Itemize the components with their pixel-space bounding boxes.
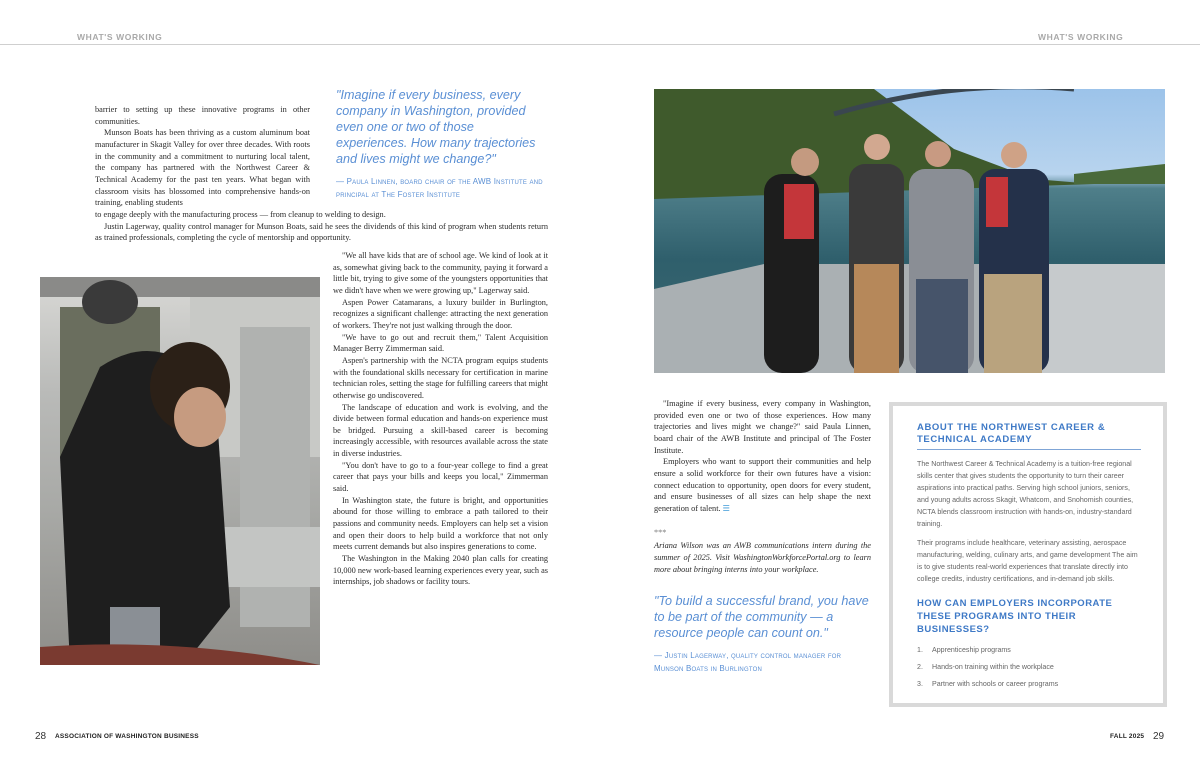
paragraph-text: Employers who want to support their communities and help ensure a solid workforce for their own futures have a vision: connect education to opportunity, open doors for every student, and ensure businesses of all sizes can help shape the next generation of talent. (654, 457, 871, 513)
pull-quote-attribution: — Justin Lagerway, quality control manager for Munson Boats in Burlington (654, 651, 842, 673)
sidebar-subtitle: HOW CAN EMPLOYERS INCORPORATE THESE PROGRAMS INTO THEIR BUSINESSES? (917, 597, 1113, 635)
boat-photo-illustration (654, 89, 1165, 373)
paragraph: "We have to go out and recruit them," Talent Acquisition Manager Berry Zimmerman said. (333, 332, 548, 354)
paragraph: "Imagine if every business, every company in Washington, provided even one or two of those experiences. How many trajectories and lives might we change?" said Paula Linnen, board chair of the AWB Institute and principal of The Foster Institute. (654, 399, 871, 455)
sidebar-paragraph: The Northwest Career & Technical Academy is a tuition-free regional skills center that gives students the opportunity to turn their career aspirations into practical paths. Serving high school juniors, seniors, and young adults across Skagit, Whatcom, and Snohomish counties, NCTA blends classroom instruction with hands-on, industry-standard training. (917, 460, 1134, 529)
list-number: 2. (917, 662, 923, 671)
list-number: 1. (917, 645, 923, 654)
paragraph: Justin Lagerway, quality control manager for Munson Boats, said he sees the dividends of this kind of program when students return as trained professionals, completing the cycle of mentorship and opportunity. (95, 221, 548, 243)
pull-quote-text: "To build a successful brand, you have to be part of the community — a resource people can count on." (654, 594, 869, 641)
article-column-2 (333, 250, 548, 588)
paragraph: Aspen Power Catamarans, a luxury builder in Burlington, recognizes a significant challenge: attracting the next generation of workers. They're not just walking through the door. (333, 297, 548, 330)
list-text: Partner with schools or career programs (932, 679, 1059, 688)
sidebar-list (917, 646, 1141, 688)
list-text: Apprenticeship programs (932, 645, 1011, 654)
author-note: Ariana Wilson was an AWB communications intern during the summer of 2025. Visit WashingtonWorkforcePortal.org to learn more about bringing interns into your workplace. (654, 541, 871, 574)
sidebar-paragraph: Their programs include healthcare, veterinary assisting, aerospace manufacturing, welding, culinary arts, and game development The aim is to give students real-world experiences that translate directly into college credits, industry certifications, and in-demand job skills. (917, 538, 1138, 583)
paragraph: barrier to setting up these innovative programs in other communities. (95, 105, 310, 126)
article-wide-text (95, 209, 548, 244)
photo-boat-crew (654, 89, 1165, 373)
separator: *** (654, 527, 667, 537)
end-mark-icon: ☰ (722, 502, 731, 513)
sidebar-title: ABOUT THE NORTHWEST CAREER & TECHNICAL ACADEMY (917, 422, 1141, 450)
header-rule (0, 44, 1200, 45)
pull-quote-lagerway (654, 593, 869, 675)
left-page-text-flow (95, 87, 548, 588)
pull-quote-attribution: — Paula Linnen, board chair of the AWB Institute and principal at The Foster Institute (336, 177, 543, 199)
list-number: 3. (917, 679, 923, 688)
top-row (95, 87, 548, 209)
sidebar-box-ncta (889, 402, 1167, 707)
pull-quote-text: "Imagine if every business, every company in Washington, provided even one or two of those experiences. How many trajectories and lives might we change?" (336, 88, 536, 166)
footer-publication: ASSOCIATION OF WASHINGTON BUSINESS (55, 733, 199, 740)
paragraph: The landscape of education and work is evolving, and the divide between formal education and hands-on experience must be bridged. Pursuing a skill-based career is becoming increasingly accessible, with resources available across the state in diverse industries. (333, 402, 548, 459)
running-head-right: WHAT'S WORKING (1038, 32, 1124, 42)
paragraph: Munson Boats has been thriving as a custom aluminum boat manufacturer in Skagit Valley for over three decades. With roots in the community and a commitment to nurturing local talent, the company has partnered with the Northwest Career & Technical Academy for the past ten years. What began with classroom visits has blossomed into comprehensive hands-on training, enabling students (95, 128, 310, 208)
list-item (917, 663, 1141, 671)
paragraph: to engage deeply with the manufacturing process — from cleanup to welding to design. (95, 210, 386, 219)
page-number-left: 28 (35, 731, 47, 742)
paragraph (654, 456, 871, 514)
list-item (917, 680, 1141, 688)
running-head-left: WHAT'S WORKING (77, 32, 163, 42)
page-number-right: 29 (1153, 731, 1165, 742)
paragraph: "You don't have to go to a four-year college to find a great career that pays your bills and keeps you local," Zimmerman said. (333, 460, 548, 494)
article-column-1 (95, 104, 310, 209)
paragraph: "We all have kids that are of school age. We kind of look at it as, somewhat giving back to the community, paying it forward a little bit, trying to give some of the youngsters opportunities that we didn't have when we were growing up," Lagerway said. (333, 250, 548, 295)
pull-quote-linnen (336, 87, 548, 209)
paragraph: The Washington in the Making 2040 plan calls for creating 10,000 new work-based learning experiences every year, such as internships, job shadows or facility tours. (333, 554, 548, 587)
paragraph: In Washington state, the future is bright, and opportunities abound for those willing to embrace a path tailored to their passions and community needs. Employers can help set a vision and open their doors to help build a workforce that not only meets current demands but also inspires generations to come. (333, 495, 548, 552)
article-column-3 (654, 398, 871, 575)
right-page-text-flow (654, 398, 871, 675)
paragraph: Aspen's partnership with the NCTA program equips students with the foundational skills necessary for certification in marine technician roles, setting the stage for fulfilling careers that might otherwise go undiscovered. (333, 355, 548, 400)
footer-issue: FALL 2025 (1110, 733, 1145, 740)
list-text: Hands-on training within the workplace (932, 662, 1054, 671)
list-item (917, 646, 1141, 654)
